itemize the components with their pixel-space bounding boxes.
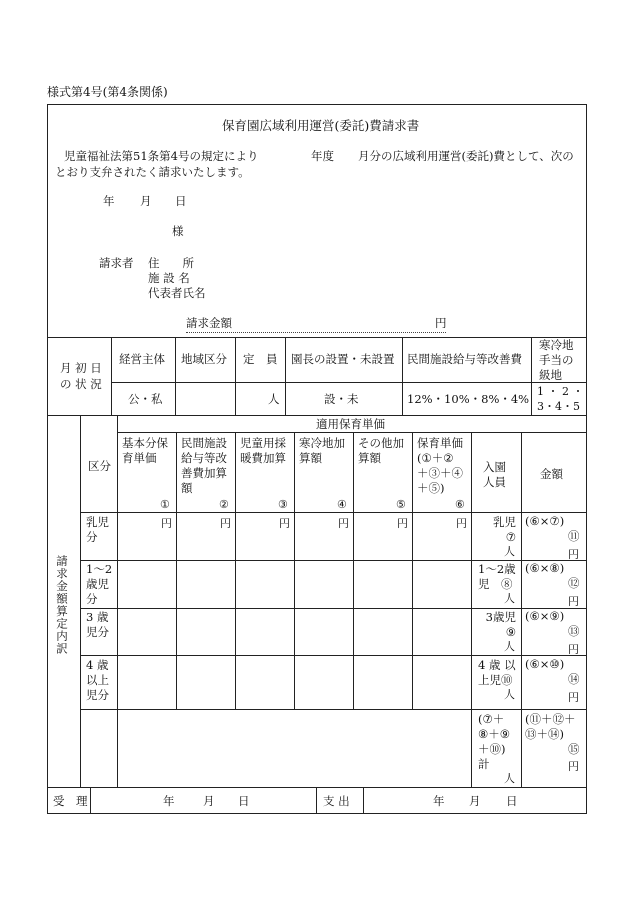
footer-receipt-day: 日 xyxy=(238,794,250,808)
status-header-capacity: 定 員 xyxy=(243,352,278,366)
footer-payment-label: 支 出 xyxy=(323,794,350,808)
addressee-suffix: 様 xyxy=(172,224,184,238)
calc-col-5-circ: ⑤ xyxy=(396,498,406,511)
calc-col-4-label: 寒冷地加 算額 xyxy=(299,436,345,465)
claimant-facility-label: 施 設 名 xyxy=(148,271,190,285)
status-value-operator: 公・私 xyxy=(128,392,163,406)
calc-row-1-result: ⑪ xyxy=(568,529,580,543)
calc-row-1-enroll: 乳児 ⑦ xyxy=(493,515,516,544)
calc-col-1-label: 基本分保 育単価 xyxy=(122,436,168,465)
calc-row-4-formula: (⑥×⑩) xyxy=(525,657,565,671)
footer-receipt-month: 月 xyxy=(203,794,215,808)
status-header-director: 園長の設置・未設置 xyxy=(291,352,395,366)
calc-col-3-circ: ③ xyxy=(278,498,288,511)
footer-payment-year: 年 xyxy=(433,794,445,808)
footer-payment-month: 月 xyxy=(469,794,481,808)
calc-side-label: 請求金額算定内訳 xyxy=(55,555,69,655)
calc-col-4-circ: ④ xyxy=(337,498,347,511)
intro-line-2: とおり支弁されたく請求いたします。 xyxy=(55,165,250,179)
footer-receipt-label: 受 理 xyxy=(53,794,88,808)
date-year: 年 xyxy=(103,194,115,208)
calc-row-3-label: 3 歳 児分 xyxy=(86,610,109,639)
calc-row-4-result: ⑭ xyxy=(568,672,580,686)
calc-row-3-formula: (⑥×⑨) xyxy=(525,609,565,623)
footer-receipt-year: 年 xyxy=(163,794,175,808)
calc-row-4-label: 4 歳 以上 児分 xyxy=(86,658,109,702)
amount-unit: 円 xyxy=(435,316,447,330)
calc-row-2-result: ⑫ xyxy=(568,576,580,590)
calc-amount-header: 金額 xyxy=(540,467,563,481)
calc-row-1-formula: (⑥×⑦) xyxy=(525,514,565,528)
calc-unit-price-header: 適用保育単価 xyxy=(316,417,385,431)
status-header-area: 地域区分 xyxy=(181,352,227,366)
calc-enroll-header: 入園 人員 xyxy=(483,460,506,489)
calc-row-3-result: ⑬ xyxy=(568,624,580,638)
claimant-rep-label: 代表者氏名 xyxy=(148,286,206,300)
status-mid-line xyxy=(111,382,587,383)
status-top-line xyxy=(47,337,587,338)
calc-kubun-header: 区分 xyxy=(88,459,111,473)
calc-col-3-label: 児童用採 暖費加算 xyxy=(240,436,286,465)
status-header-salary: 民間施設給与等改善費 xyxy=(407,352,522,366)
calc-row-2-enroll: 1〜2歳 児 ⑧ xyxy=(478,562,516,591)
intro-line-1b: 年度 xyxy=(311,149,334,163)
status-label-1: 月 初 日 xyxy=(60,361,102,375)
status-header-operator: 経営主体 xyxy=(119,352,165,366)
calc-top-line xyxy=(47,415,587,416)
status-value-cold: 1 ・ 2 ・ 3・4・5 xyxy=(537,385,584,413)
calc-col-6-circ: ⑥ xyxy=(455,498,465,511)
calc-total-formula: (⑪＋⑫＋ ⑬＋⑭) xyxy=(525,712,576,741)
status-value-salary: 12%・10%・8%・4% xyxy=(407,392,530,406)
calc-total-result: ⑮ xyxy=(568,742,580,756)
calc-col-1-circ: ① xyxy=(160,498,170,511)
form-title: 保育園広域利用運営(委託)費請求書 xyxy=(222,118,420,133)
calc-col-2-label: 民間施設 給与等改 善費加算 額 xyxy=(181,436,227,495)
calc-col-5-label: その他加 算額 xyxy=(358,436,404,465)
calc-total-enroll: (⑦＋ ⑧＋⑨ ＋⑩) 計 xyxy=(478,712,511,771)
intro-line-1c: 月分の広域利用運営(委託)費として、次の xyxy=(358,149,574,163)
footer-payment-day: 日 xyxy=(506,794,518,808)
date-month: 月 xyxy=(140,194,152,208)
calc-row-2-label: 1〜2 歳児 分 xyxy=(86,562,113,606)
status-header-cold: 寒冷地 手当の 級地 xyxy=(539,338,574,382)
footer-top-line xyxy=(47,787,587,788)
claimant-address-label: 住 所 xyxy=(148,256,194,270)
claimant-label: 請求者 xyxy=(99,256,134,270)
intro-line-1a: 児童福祉法第51条第4号の規定により xyxy=(64,149,259,163)
status-value-director: 設・未 xyxy=(324,392,359,406)
calc-row-4-enroll: 4 歳 以 上児⑩ xyxy=(478,658,516,687)
date-day: 日 xyxy=(175,194,187,208)
amount-label: 請求金額 xyxy=(186,316,232,330)
calc-row-2-formula: (⑥×⑧) xyxy=(525,561,565,575)
status-value-capacity: 人 xyxy=(268,392,280,406)
status-label-2: の 状 況 xyxy=(60,377,102,391)
amount-underline xyxy=(186,332,446,333)
form-id: 様式第4号(第4条関係) xyxy=(47,85,168,99)
calc-col-6-label: 保育単価 (①＋② ＋③＋④ ＋⑤) xyxy=(417,436,463,495)
calc-row-1-label: 乳児 分 xyxy=(86,515,109,544)
calc-row-3-enroll: 3歳児 ⑨ xyxy=(485,610,516,639)
calc-col-2-circ: ② xyxy=(219,498,229,511)
